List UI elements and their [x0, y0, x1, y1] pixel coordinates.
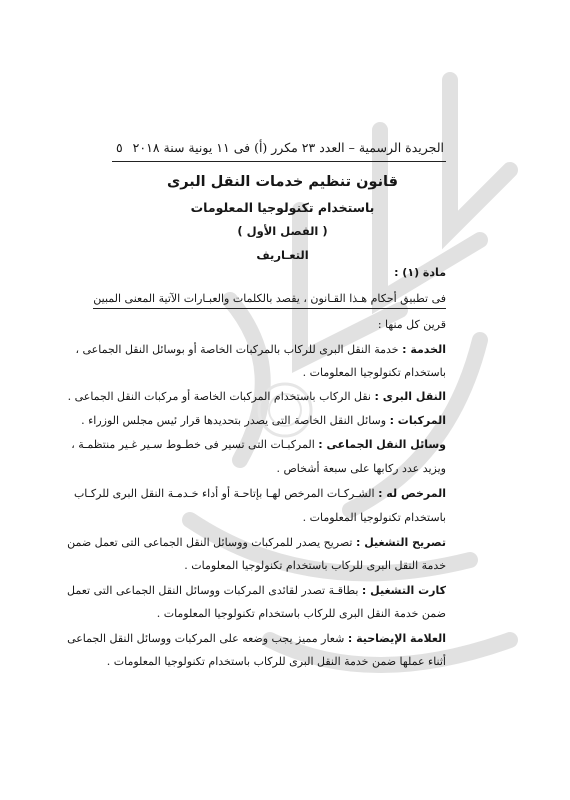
definition-text: الشـركـات المرخص لهـا بإتاحـة أو أداء خـدمـة النقل البرى للركـاب	[73, 487, 375, 500]
definition-text: بطاقـة تصدر لقائدى المركبات ووسائل النقل الجماعى التى تعمل	[67, 584, 359, 597]
article-intro	[93, 292, 446, 306]
header-rule	[112, 161, 446, 162]
article-label: مادة (١) :	[394, 266, 446, 279]
definition-text: شعار مميز يجب وضعه على المركبات ووسائل النقل الجماعى	[67, 632, 345, 645]
definition-line	[75, 343, 446, 357]
section-heading: التعـاريف	[256, 248, 309, 262]
article-intro-line1: فى تطبيق أحكام هـذا القـانون ، يقصد بالكلمات والعبـارات الآتية المعنى المبين	[93, 292, 446, 309]
law-title: قانون تنظيم خدمات النقل البرى	[167, 174, 398, 190]
definition-text: تصريح يصدر للمركبات ووسائل النقل الجماعى التى تعمل ضمن	[67, 536, 353, 549]
definition-line	[67, 536, 446, 550]
definition-line	[67, 584, 446, 598]
definition-term: النقل البرى :	[374, 390, 446, 403]
page-header	[116, 136, 444, 158]
definition-continuation: أثناء عملها ضمن خدمة النقل البرى للركاب باستخدام تكنولوجيا المعلومات .	[106, 655, 446, 668]
definition-term: وسائل النقل الجماعى :	[318, 438, 446, 451]
definition-text: المركبـات التى تسير فى خطـوط سـير غـير منتظمـة ،	[71, 438, 315, 451]
article-intro-line2: قرين كل منها :	[377, 318, 446, 331]
definition-text: وسائل النقل الخاصة التى يصدر بتحديدها قرار ئيس مجلس الوزراء .	[81, 414, 387, 427]
definition-term: المركبات :	[389, 414, 446, 427]
law-subtitle: باستخدام تكنولوجيا المعلومات	[190, 200, 375, 215]
definition-continuation: ويزيد عدد ركابها على سبعة أشخاص .	[276, 462, 446, 475]
definition-term: تصريح التشغيل :	[355, 536, 446, 549]
definition-continuation: باستخدام تكنولوجيا المعلومات .	[302, 366, 446, 379]
definition-text: خدمة النقل البرى للركاب بالمركبات الخاصة أو بوسائل النقل الجماعى ،	[75, 343, 399, 356]
definition-continuation: باستخدام تكنولوجيا المعلومات .	[302, 511, 446, 524]
definition-term: كارت التشغيل :	[361, 584, 446, 597]
definition-term: الخدمة :	[402, 343, 446, 356]
definition-term: العلامة الإيضاحية :	[347, 632, 446, 645]
definition-line	[73, 487, 446, 501]
running-title: الجريدة الرسمية – العدد ٢٣ مكرر (أ) فى ١١ يونية سنة ٢٠١٨	[132, 139, 444, 155]
definition-continuation: خدمة النقل البرى للركاب باستخدام تكنولوجيا المعلومات .	[184, 559, 446, 572]
definition-continuation: ضمن خدمة النقل البرى للركاب باستخدام تكنولوجيا المعلومات .	[156, 607, 446, 620]
definition-term: المرخص له :	[378, 487, 446, 500]
definition-text: نقل الركاب باستخدام المركبات الخاصة أو مركبات النقل الجماعى .	[67, 390, 371, 403]
definition-line	[71, 438, 446, 452]
definition-line	[67, 632, 446, 646]
definition-line	[81, 414, 446, 428]
chapter-heading: ( الفصل الأول )	[237, 224, 328, 238]
definition-line	[67, 390, 446, 404]
page-number: ٥	[116, 139, 123, 155]
